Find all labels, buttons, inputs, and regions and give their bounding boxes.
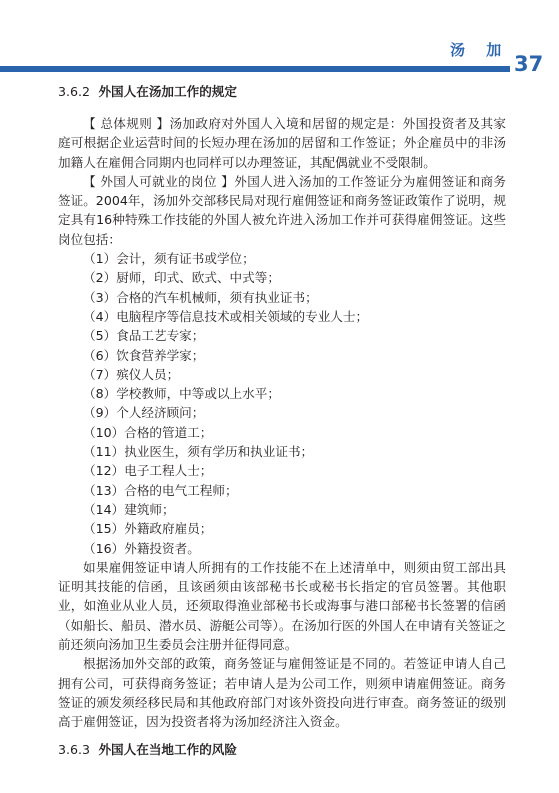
- list-text: 个人经济顾问；: [116, 405, 205, 421]
- paragraph-eligible-positions: 【 外国人可就业的岗位 】外国人进入汤加的工作签证分为雇佣签证和商务签证。2004年，汤加外交部移民局对现行雇佣签证和商务签证政策作了说明，规定具有16种特殊工作技能的外国人被允许进入汤加工作并可获得雇佣签证。这些岗位包括：: [58, 173, 506, 247]
- list-item: [58, 268, 506, 287]
- list-text: 食品工艺专家；: [116, 328, 205, 344]
- list-item: [58, 249, 506, 268]
- list-index: （1）: [83, 251, 117, 267]
- list-item: [58, 519, 506, 538]
- list-text: 殡仪人员；: [116, 366, 180, 382]
- list-item: [58, 461, 506, 480]
- page-number: 37: [514, 52, 544, 76]
- list-text: 电脑程序等信息技术或相关领域的专业人士；: [116, 308, 369, 324]
- list-item: [58, 365, 506, 384]
- section-number: 3.6.2: [58, 84, 91, 99]
- list-text: 厨师，印式、欧式、中式等；: [116, 270, 280, 286]
- page-header: [0, 0, 559, 76]
- paragraph-other-skills: 如果雇佣签证申请人所拥有的工作技能不在上述清单中，则须由贸工部出具证明其技能的信函，且该函须由该部秘书长或秘书长指定的官员签署。其他职业，如渔业从业人员，还须取得渔业部秘书长或海事与港口部秘书长签署的信函（如船长、船员、潜水员、游艇公司等）。在汤加行医的外国人在申请有关签证之前还须向汤加卫生委员会注册并征得同意。: [58, 559, 506, 653]
- list-item: [58, 346, 506, 365]
- list-text: 外籍政府雇员；: [124, 521, 213, 537]
- section-title: 外国人在汤加工作的规定: [98, 84, 237, 99]
- section-heading-3-6-3: [58, 740, 506, 760]
- section-number: 3.6.3: [58, 741, 91, 757]
- list-index: （7）: [83, 366, 117, 382]
- list-item: [58, 326, 506, 345]
- list-item: [58, 500, 506, 519]
- positions-list: [58, 249, 506, 558]
- list-index: （2）: [83, 270, 117, 286]
- list-text: 建筑师；: [124, 501, 175, 517]
- list-text: 外籍投资者。: [124, 540, 200, 556]
- list-item: [58, 403, 506, 422]
- list-text: 电子工程人士；: [124, 463, 213, 479]
- header-rule: [0, 66, 510, 72]
- list-item: [58, 423, 506, 442]
- list-text: 合格的汽车机械师，须有执业证书；: [116, 289, 318, 305]
- list-index: （16）: [83, 540, 125, 556]
- main-content: [58, 82, 506, 760]
- list-index: （3）: [83, 289, 117, 305]
- list-text: 执业医生，须有学历和执业证书；: [124, 444, 314, 460]
- list-index: （8）: [83, 386, 117, 402]
- list-index: （5）: [83, 328, 117, 344]
- list-item: [58, 307, 506, 326]
- list-item: [58, 481, 506, 500]
- list-index: （6）: [83, 347, 117, 363]
- list-item: [58, 384, 506, 403]
- list-index: （11）: [83, 444, 125, 460]
- list-text: 会计，须有证书或学位；: [116, 251, 255, 267]
- section-title: 外国人在当地工作的风险: [98, 741, 237, 757]
- list-index: （12）: [83, 463, 125, 479]
- list-index: （15）: [83, 521, 125, 537]
- running-title: 汤 加: [450, 41, 510, 59]
- list-item: [58, 442, 506, 461]
- list-index: （10）: [83, 424, 125, 440]
- list-text: 合格的管道工；: [124, 424, 213, 440]
- list-item: [58, 288, 506, 307]
- list-text: 学校教师，中等或以上水平；: [116, 386, 280, 402]
- section-heading-3-6-2: [58, 82, 506, 102]
- list-index: （4）: [83, 308, 117, 324]
- list-index: （14）: [83, 501, 125, 517]
- list-item: [58, 539, 506, 558]
- list-text: 饮食营养学家；: [116, 347, 205, 363]
- list-index: （13）: [83, 482, 125, 498]
- list-text: 合格的电气工程师；: [124, 482, 238, 498]
- paragraph-general-rules: 【 总体规则 】汤加政府对外国人入境和居留的规定是：外国投资者及其家庭可根据企业运营时间的长短办理在汤加的居留和工作签证；外企雇员中的非汤加籍人在雇佣合同期内也同样可以办理签证，其配偶就业不受限制。: [58, 116, 506, 170]
- list-index: （9）: [83, 405, 117, 421]
- paragraph-business-visa: 根据汤加外交部的政策，商务签证与雇佣签证是不同的。若签证申请人自己拥有公司，可获得商务签证；若申请人是为公司工作，则须申请雇佣签证。商务签证的颁发须经移民局和其他政府部门对该外资投向进行审查。商务签证的级别高于雇佣签证，因为投资者将为汤加经济注入资金。: [58, 656, 506, 730]
